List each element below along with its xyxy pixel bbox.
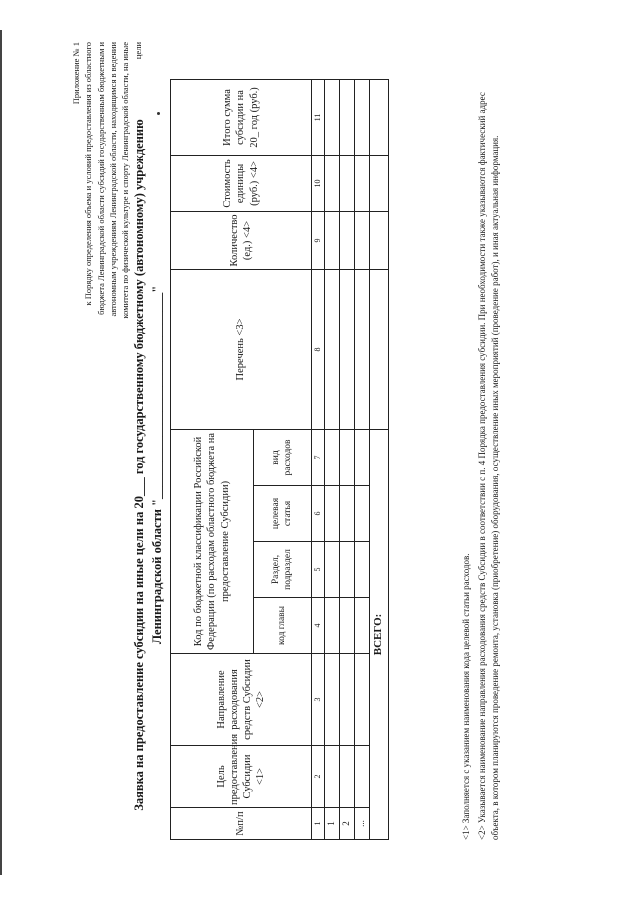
table-cell: [340, 746, 355, 808]
column-number: 8: [312, 269, 325, 429]
column-number: 4: [312, 598, 325, 654]
request-table: [170, 79, 389, 840]
footnote-2: <2> Указывается наименование направления расходования средств Субсидии в соответствии с п. 4 Порядка предоставления субсидии. При необходимости также указываются фактический адрес объекта, в котором планируются проведение ремонта, установка (приобретение) оборудования, осуществление иных мероприятий (проведение работ), и иная актуальная информация.: [476, 92, 500, 840]
column-number: 3: [312, 654, 325, 746]
table-cell: [325, 598, 340, 654]
appendix-text-line: к Порядку определения объема и условий предоставления из областного: [83, 42, 94, 306]
table-cell: [340, 542, 355, 598]
table-cell: [355, 429, 370, 485]
appendix-number: Приложение № 1: [71, 42, 81, 105]
appendix-text-line: цели: [132, 42, 143, 60]
header-cell-quantity: Количество (ед.) <4>: [171, 211, 312, 269]
column-number: 5: [312, 542, 325, 598]
table-cell: [340, 654, 355, 746]
table-cell: [370, 155, 389, 211]
header-cell-direction: Направление расходования средств Субсидии <2>: [171, 654, 312, 746]
appendix-text-line: автономным учреждениям Ленинградской области, находящимся в ведении: [107, 42, 118, 317]
header-cell-list: Перечень <3>: [171, 269, 312, 429]
table-cell: [325, 155, 340, 211]
total-label: ВСЕГО:: [370, 429, 389, 839]
table-cell: [355, 598, 370, 654]
table-cell: [355, 211, 370, 269]
table-cell: [340, 155, 355, 211]
column-number: 2: [312, 746, 325, 808]
header-cell-chapter: код главы: [254, 598, 312, 654]
table-cell: [325, 269, 340, 429]
column-number: 7: [312, 429, 325, 485]
title-line-2: Ленинградской области "_________________________________": [150, 285, 165, 645]
header-cell-budget-code: Код по бюджетной классификации Российской Федерации (по расходам областного бюджета на предоставление Субсидии): [171, 429, 254, 653]
header-cell-unit-cost: Стоимость единицы (руб.) <4>: [171, 155, 312, 211]
scan-edge: [0, 30, 2, 875]
table-row: [355, 79, 370, 839]
column-number: 1: [312, 808, 325, 840]
header-cell-num: №п/п: [171, 808, 312, 840]
table-cell: [340, 79, 355, 155]
table-cell: [370, 211, 389, 269]
table-cell: [325, 746, 340, 808]
table-cell: [325, 486, 340, 542]
table-cell: [355, 654, 370, 746]
table-cell: [355, 269, 370, 429]
header-cell-expense: вид расходов: [254, 429, 312, 485]
table-cell: [370, 79, 389, 155]
row-number: ...: [355, 808, 370, 840]
table-cell: [340, 598, 355, 654]
column-number: 9: [312, 211, 325, 269]
table-row: [340, 79, 355, 839]
table-cell: [325, 654, 340, 746]
table-cell: [355, 79, 370, 155]
column-number: 6: [312, 486, 325, 542]
header-cell-target: целевая статья: [254, 486, 312, 542]
table-cell: [325, 429, 340, 485]
table-cell: [325, 211, 340, 269]
row-number: 1: [325, 808, 340, 840]
document-title: [130, 95, 166, 835]
total-row: [370, 79, 389, 839]
column-number: 10: [312, 155, 325, 211]
footnotes: [460, 70, 505, 840]
column-number-row: [312, 79, 325, 839]
column-number: 11: [312, 79, 325, 155]
table-cell: [340, 486, 355, 542]
table-cell: [325, 79, 340, 155]
header-cell-goal: Цель предоставления Субсидии <1>: [171, 746, 312, 808]
document-page: [60, 30, 580, 875]
header-cell-section: Раздел, подраздел: [254, 542, 312, 598]
header-cell-total: Итого сумма субсидии на 20_ год (руб.): [171, 79, 312, 155]
table-cell: [355, 746, 370, 808]
table-cell: [355, 155, 370, 211]
appendix-text-line: бюджета Ленинградской области субсидий государственным бюджетным и: [95, 42, 106, 315]
table-header-row: [171, 79, 254, 839]
table-cell: [355, 486, 370, 542]
appendix-text-line: комитета по физической культуре и спорту Ленинградской области, на иные: [120, 42, 131, 319]
table-cell: [325, 542, 340, 598]
title-line-1: Заявка на предоставление субсидии на иные цели на 20___ год государственному бюджетному (автономному) учреждению: [132, 119, 146, 811]
table-cell: [370, 269, 389, 429]
table-cell: [340, 429, 355, 485]
table-cell: [340, 269, 355, 429]
scan-speck: [157, 112, 160, 115]
table-cell: [355, 542, 370, 598]
table-row: [325, 79, 340, 839]
row-number: 2: [340, 808, 355, 840]
footnote-1: <1> Заполняется с указанием наименования кода целевой статьи расходов.: [461, 553, 471, 840]
table-cell: [340, 211, 355, 269]
